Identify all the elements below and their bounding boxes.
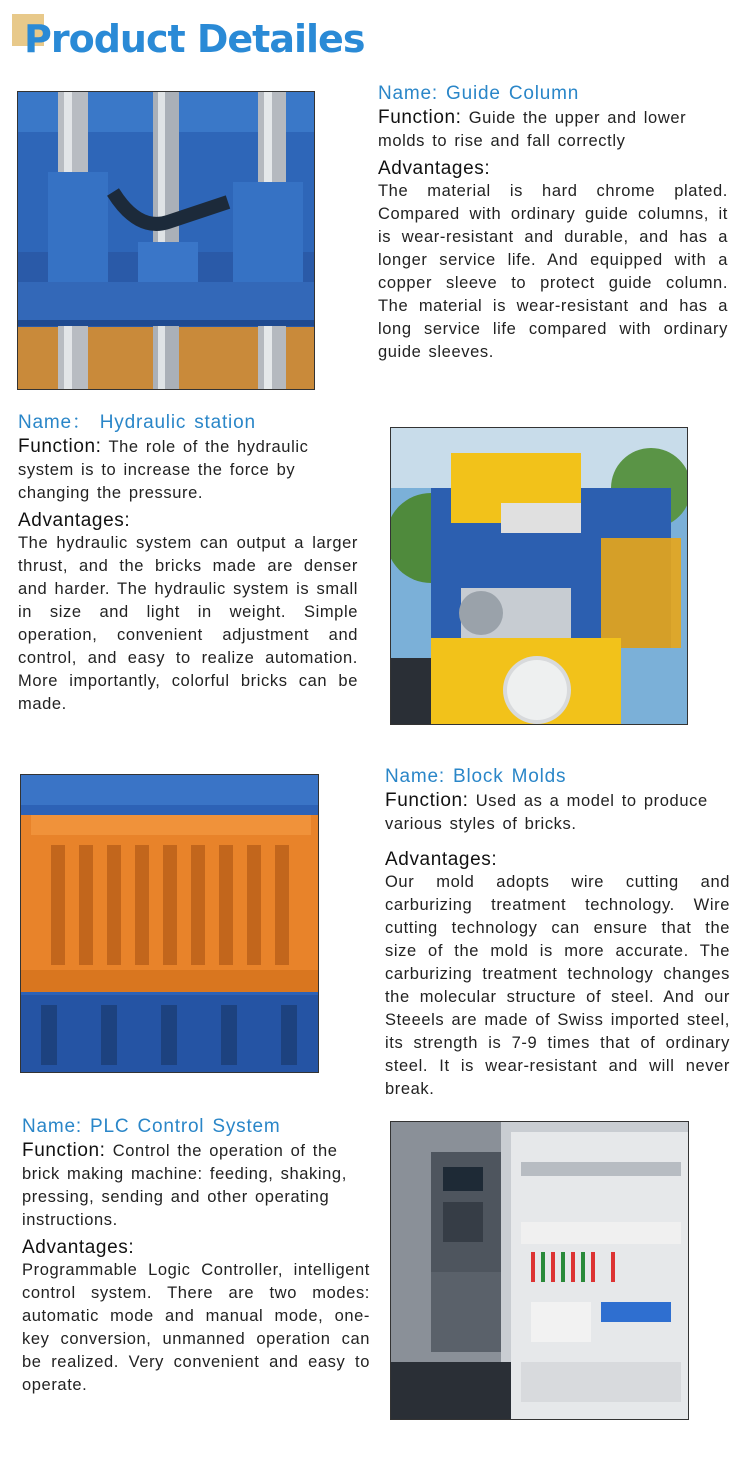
hydraulic-station-advantages: The hydraulic system can output a larger thrust, and the bricks made are denser and harder. The hydraulic system is small in size and light in weight. Simple operation, convenient adjustment and control, and easy to realize automation. More importantly, colorful bricks can be made. [18, 534, 358, 713]
guide-column-function: Guide the upper and lower molds to rise and fall correctly [378, 109, 687, 150]
block-molds-info [385, 765, 730, 1101]
function-label: Function: [18, 436, 102, 457]
plc-system-name: Name: PLC Control System [22, 1116, 281, 1137]
advantages-label: Advantages: [22, 1237, 135, 1258]
plc-system-function: Control the operation of the brick making machine: feeding, shaking, pressing, sending and other operating instructions. [22, 1142, 347, 1229]
guide-column-advantages: The material is hard chrome plated. Compared with ordinary guide columns, it is wear-resistant and durable, and has a longer service life. And equipped with a copper sleeve to protect guide column. The material is wear-resistant and has a long service life compared with ordinary guide sleeves. [378, 182, 728, 361]
guide-column-photo [17, 91, 315, 390]
function-label: Function: [378, 107, 462, 128]
plc-cabinet-photo [390, 1121, 689, 1420]
advantages-label: Advantages: [18, 510, 131, 531]
hydraulic-station-info [18, 411, 358, 716]
guide-column-name: Name: Guide Column [378, 83, 580, 104]
hydraulic-station-name: Name： Hydraulic station [18, 412, 256, 433]
hydraulic-station-photo [390, 427, 688, 725]
block-molds-advantages: Our mold adopts wire cutting and carburizing treatment technology. Wire cutting technology can ensure that the size of the mold is more accurate. The carburizing treatment technology changes the molecular structure of steel. And our Steeels are made of Swiss imported steel, its strength is 7-9 times that of ordinary steel. It is wear-resistant and will never break. [385, 873, 730, 1098]
block-molds-function: Used as a model to produce various styles of bricks. [385, 792, 708, 833]
hydraulic-station-function: The role of the hydraulic system is to increase the force by changing the pressure. [18, 438, 309, 502]
advantages-label: Advantages: [385, 849, 498, 870]
advantages-label: Advantages: [378, 158, 491, 179]
guide-column-info [378, 82, 728, 364]
page-title: Product Detailes [24, 17, 365, 61]
plc-system-info [22, 1115, 370, 1397]
plc-system-advantages: Programmable Logic Controller, intelligent control system. There are two modes: automatic mode and manual mode, one-key conversion, unmanned operation can be realized. Very convenient and easy to operate. [22, 1261, 370, 1394]
block-molds-name: Name: Block Molds [385, 766, 567, 787]
block-molds-photo [20, 774, 319, 1073]
function-label: Function: [22, 1140, 106, 1161]
function-label: Function: [385, 790, 469, 811]
